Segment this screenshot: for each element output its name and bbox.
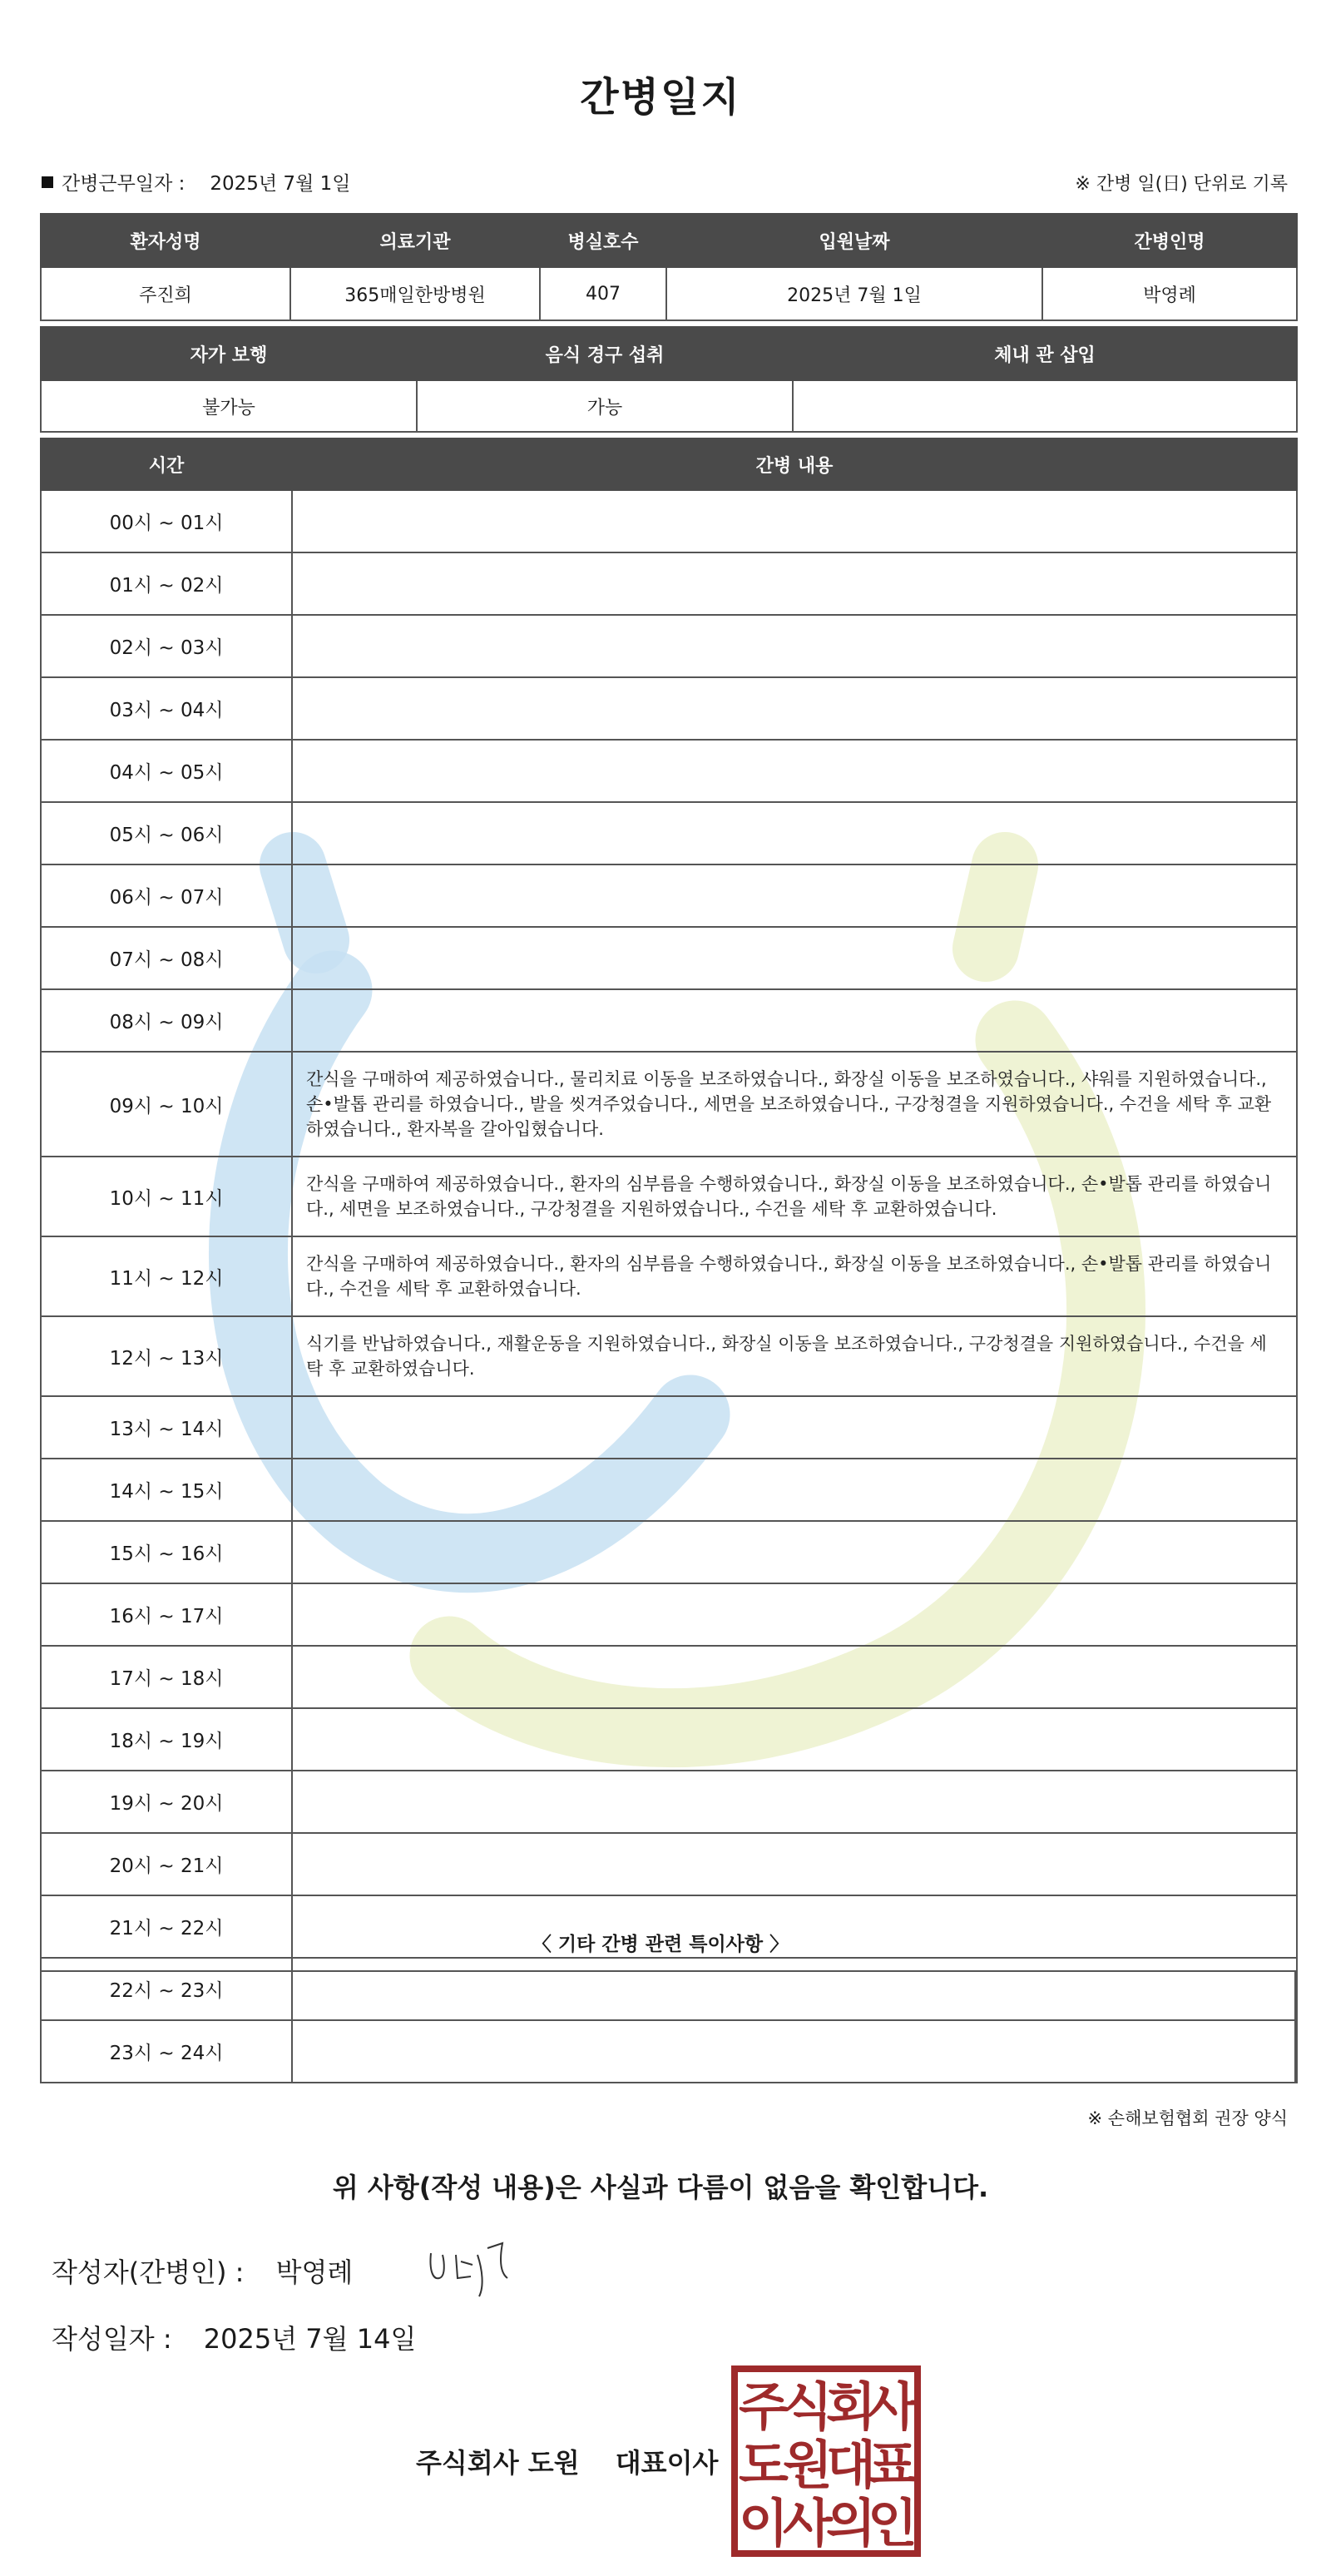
tube-insertion-value	[793, 380, 1297, 432]
svg-text:대: 대	[826, 2435, 876, 2495]
author-name: 박영례	[275, 2256, 354, 2288]
log-row	[41, 1583, 1297, 1646]
svg-text:인: 인	[868, 2493, 918, 2554]
ability-value-row	[41, 380, 1297, 432]
log-time: 20시 ~ 21시	[41, 1833, 292, 1895]
header-care-content: 간병 내용	[292, 438, 1297, 490]
log-row	[41, 615, 1297, 677]
log-content	[292, 864, 1297, 927]
svg-text:식: 식	[783, 2376, 833, 2437]
log-row	[41, 1052, 1297, 1157]
log-content	[292, 1771, 1297, 1833]
log-content	[292, 1708, 1297, 1771]
log-content	[292, 1833, 1297, 1895]
log-time: 04시 ~ 05시	[41, 740, 292, 802]
log-time: 16시 ~ 17시	[41, 1583, 292, 1646]
header-tube-insertion: 체내 관 삽입	[793, 327, 1297, 380]
written-date-line	[52, 2318, 416, 2356]
svg-text:주: 주	[739, 2376, 789, 2437]
caregiver-value: 박영례	[1042, 267, 1297, 320]
confirmation-statement: 위 사항(작성 내용)은 사실과 다름이 없음을 확인합니다.	[332, 2172, 989, 2203]
log-row	[41, 677, 1297, 740]
log-time: 01시 ~ 02시	[41, 552, 292, 615]
header-admission-date: 입원날짜	[666, 214, 1042, 267]
log-time: 19시 ~ 20시	[41, 1771, 292, 1833]
log-time: 21시 ~ 22시	[41, 1895, 292, 1958]
log-time: 14시 ~ 15시	[41, 1459, 292, 1521]
patient-name-value: 주진희	[41, 267, 290, 320]
log-time: 07시 ~ 08시	[41, 927, 292, 989]
log-time: 00시 ~ 01시	[41, 490, 292, 552]
log-time: 12시 ~ 13시	[41, 1316, 292, 1396]
log-content	[292, 927, 1297, 989]
log-time: 13시 ~ 14시	[41, 1396, 292, 1459]
square-bullet-icon	[42, 176, 53, 188]
patient-value-row	[41, 267, 1297, 320]
author-line	[52, 2252, 353, 2290]
log-row	[41, 1157, 1297, 1236]
log-row	[41, 1521, 1297, 1583]
log-row	[41, 864, 1297, 927]
log-content	[292, 802, 1297, 864]
patient-header-row	[41, 214, 1297, 267]
log-row	[41, 1833, 1297, 1895]
log-content	[292, 1646, 1297, 1708]
written-date-label: 작성일자 :	[52, 2323, 172, 2355]
log-content	[292, 615, 1297, 677]
log-content: 간식을 구매하여 제공하였습니다., 물리치료 이동을 보조하였습니다., 화장실 이동을 보조하였습니다., 샤워를 지원하였습니다., 손•발톱 관리를 하였습니다., 발을 씻겨주었습니다., 세면을 보조하였습니다., 구강청결을 지원하였습니다., 수건을 세탁 후 교환하였습니다., 환자복을 갈아입혔습니다.	[292, 1052, 1297, 1157]
log-row	[41, 1316, 1297, 1396]
header-oral-intake: 음식 경구 섭취	[417, 327, 793, 380]
svg-text:도: 도	[739, 2435, 789, 2495]
handwritten-signature	[423, 2237, 531, 2303]
log-content	[292, 1396, 1297, 1459]
log-time: 22시 ~ 23시	[41, 1958, 292, 2020]
svg-text:표: 표	[868, 2435, 918, 2495]
log-time: 09시 ~ 10시	[41, 1052, 292, 1157]
log-time: 02시 ~ 03시	[41, 615, 292, 677]
header-self-walking: 자가 보행	[41, 327, 417, 380]
log-row	[41, 1459, 1297, 1521]
log-row	[41, 802, 1297, 864]
self-walking-value: 불가능	[41, 380, 417, 432]
company-seal	[730, 2365, 922, 2558]
company-line	[416, 2442, 718, 2480]
admission-date-value: 2025년 7월 1일	[666, 267, 1042, 320]
special-notes-box	[40, 1970, 1296, 2083]
log-content: 식기를 반납하였습니다., 재활운동을 지원하였습니다., 화장실 이동을 보조하였습니다., 구강청결을 지원하였습니다., 수건을 세탁 후 교환하였습니다.	[292, 1316, 1297, 1396]
log-content	[292, 490, 1297, 552]
log-time: 15시 ~ 16시	[41, 1521, 292, 1583]
log-time: 11시 ~ 12시	[41, 1236, 292, 1316]
log-time: 23시 ~ 24시	[41, 2020, 292, 2083]
log-row	[41, 1771, 1297, 1833]
company-name: 주식회사 도원	[416, 2447, 580, 2479]
company-representative: 대표이사	[615, 2447, 719, 2479]
log-row	[41, 1236, 1297, 1316]
log-content	[292, 1521, 1297, 1583]
svg-text:원: 원	[783, 2435, 833, 2495]
log-row	[41, 740, 1297, 802]
svg-text:이: 이	[739, 2493, 789, 2554]
log-row	[41, 490, 1297, 552]
hourly-log-table	[40, 438, 1298, 2083]
log-row	[41, 1646, 1297, 1708]
log-content	[292, 552, 1297, 615]
header-time: 시간	[41, 438, 292, 490]
log-row	[41, 989, 1297, 1052]
log-content	[292, 740, 1297, 802]
header-hospital: 의료기관	[290, 214, 540, 267]
special-notes-title: 〈 기타 간병 관련 특이사항 〉	[532, 1934, 789, 1955]
log-time: 06시 ~ 07시	[41, 864, 292, 927]
form-source-note: ※ 손해보험협회 권장 양식	[1087, 2108, 1288, 2128]
log-content: 간식을 구매하여 제공하였습니다., 환자의 심부름을 수행하였습니다., 화장실 이동을 보조하였습니다., 손•발톱 관리를 하였습니다., 수건을 세탁 후 교환하였습니다.	[292, 1236, 1297, 1316]
oral-intake-value: 가능	[417, 380, 793, 432]
log-header-row	[41, 438, 1297, 490]
log-content	[292, 1583, 1297, 1646]
log-time: 17시 ~ 18시	[41, 1646, 292, 1708]
hospital-value: 365매일한방병원	[290, 267, 540, 320]
log-time: 03시 ~ 04시	[41, 677, 292, 740]
room-value: 407	[540, 267, 666, 320]
patient-ability-table	[40, 326, 1298, 433]
work-date-label: 간병근무일자 :	[62, 173, 186, 195]
log-row	[41, 1708, 1297, 1771]
svg-text:의: 의	[826, 2493, 876, 2554]
unit-note: ※ 간병 일(日) 단위로 기록	[1075, 174, 1288, 195]
log-content	[292, 989, 1297, 1052]
ability-header-row	[41, 327, 1297, 380]
written-date-value: 2025년 7월 14일	[203, 2323, 417, 2355]
log-content	[292, 1459, 1297, 1521]
svg-text:사: 사	[868, 2376, 918, 2437]
log-content	[292, 677, 1297, 740]
log-row	[41, 552, 1297, 615]
patient-info-table	[40, 213, 1298, 321]
log-time: 18시 ~ 19시	[41, 1708, 292, 1771]
author-label: 작성자(간병인) :	[52, 2256, 245, 2288]
log-time: 08시 ~ 09시	[41, 989, 292, 1052]
header-patient-name: 환자성명	[41, 214, 290, 267]
work-date-value: 2025년 7월 1일	[210, 173, 351, 195]
log-row	[41, 1396, 1297, 1459]
work-date-line	[42, 168, 350, 196]
log-content: 간식을 구매하여 제공하였습니다., 환자의 심부름을 수행하였습니다., 화장실 이동을 보조하였습니다., 손•발톱 관리를 하였습니다., 세면을 보조하였습니다., 구강청결을 지원하였습니다., 수건을 세탁 후 교환하였습니다.	[292, 1157, 1297, 1236]
document-title: 간병일지	[580, 74, 741, 121]
log-row	[41, 927, 1297, 989]
log-time: 10시 ~ 11시	[41, 1157, 292, 1236]
log-time: 05시 ~ 06시	[41, 802, 292, 864]
svg-text:사: 사	[783, 2493, 833, 2554]
header-caregiver: 간병인명	[1042, 214, 1297, 267]
svg-text:회: 회	[826, 2376, 876, 2437]
header-room: 병실호수	[540, 214, 666, 267]
